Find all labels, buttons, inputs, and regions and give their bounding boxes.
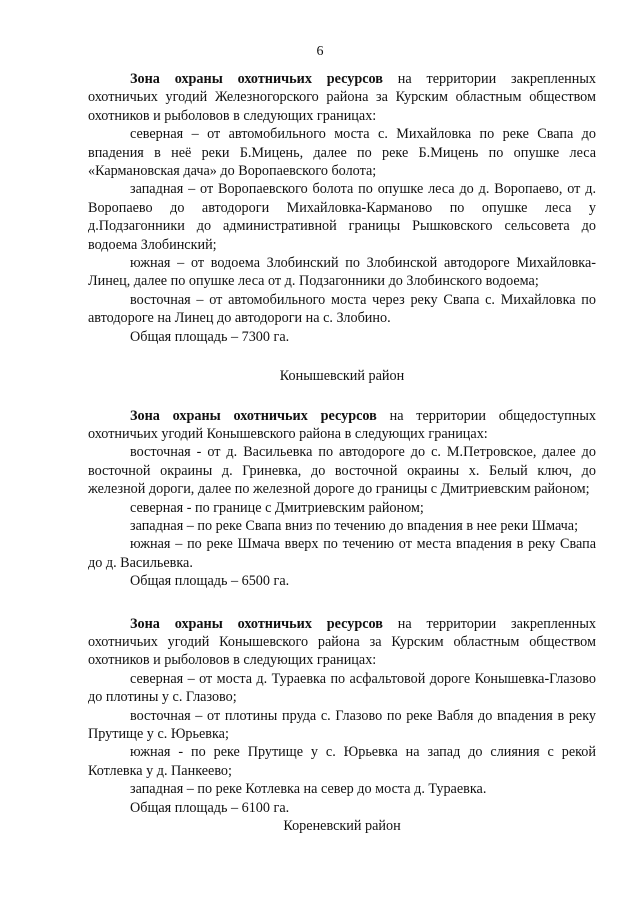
zone-title: Зона охраны охотничьих ресурсов xyxy=(130,615,383,632)
zone-paragraph-konyshevka-assigned xyxy=(88,615,596,670)
document-body xyxy=(88,70,596,835)
total-area: Общая площадь – 6100 га. xyxy=(130,799,290,816)
zone-intro: на территории закрепленных охотничьих угодий Конышевского района за Курским областным обществом охотников и рыболовов в следующих границах: xyxy=(88,615,596,669)
boundary-north: северная – от моста д. Тураевка по асфальтовой дороге Конышевка-Глазово до плотины у с. Глазово; xyxy=(88,670,596,706)
boundary-east: восточная - от д. Васильевка по автодороге до с. М.Петровское, далее до восточной окраины д. Гриневка, до восточной окраины х. Белый ключ, до железной дороги, далее по железной дороге до границы с Дмитриевским районом; xyxy=(88,444,596,498)
boundary-west: западная – по реке Котлевка на север до моста д. Тураевка. xyxy=(130,781,487,798)
boundary-west: западная – по реке Свапа вниз по течению до впадения в нее реки Шмача; xyxy=(130,517,579,534)
boundary-south: южная – по реке Шмача вверх по течению от места впадения в реку Свапа до д. Васильевка. xyxy=(88,536,596,571)
zone-intro: на территории общедоступных охотничьих угодий Конышевского района в следующих границах: xyxy=(88,407,596,442)
boundary-east: восточная – от автомобильного моста через реку Свапа с. Михайловка по автодороге на Линец до автодороги на с. Злобино. xyxy=(88,291,596,327)
boundary-east: восточная – от плотины пруда с. Глазово по реке Вабля до впадения в реку Прутище у с. Юрьевка; xyxy=(88,707,596,742)
zone-paragraph-konyshevka-public xyxy=(88,407,596,444)
district-heading: Конышевский район xyxy=(279,368,405,385)
total-area: Общая площадь – 7300 га. xyxy=(130,328,290,345)
boundary-west: западная – от Воропаевского болота по опушке леса до д. Воропаево, от д. Воропаево до автодороги Михайловка-Карманово по опушке леса у д.Подзагонники до административной границы Рышковского сельсовета до водоема Злобинский; xyxy=(88,181,596,253)
boundary-north: северная – от автомобильного моста с. Михайловка по реке Свапа до впадения в неё реки Б.Мицень, далее по реке Б.Мицень по опушке леса «Кармановская дача» до Воропаевского болота; xyxy=(88,126,596,180)
zone-intro: на территории закрепленных охотничьих угодий Железногорского района за Курским областным обществом охотников и рыболовов в следующих границах: xyxy=(88,71,596,124)
boundary-south: южная - по реке Прутище у с. Юрьевка на запад до слияния с рекой Котлевка у д. Панкеево; xyxy=(88,744,596,779)
zone-paragraph-zheleznogorsk xyxy=(88,70,596,125)
page-number: 6 xyxy=(316,44,324,59)
next-district-heading: Кореневский район xyxy=(283,818,401,835)
boundary-north: северная - по границе с Дмитриевским районом; xyxy=(130,499,424,516)
zone-title: Зона охраны охотничьих ресурсов xyxy=(130,407,377,424)
boundary-south: южная – от водоема Злобинский по Злобинской автодороге Михайловка-Линец, далее по опушке леса от д. Подзагонники до Злобинского водоема; xyxy=(88,255,596,290)
zone-title: Зона охраны охотничьих ресурсов xyxy=(130,71,383,87)
total-area: Общая площадь – 6500 га. xyxy=(130,573,290,590)
